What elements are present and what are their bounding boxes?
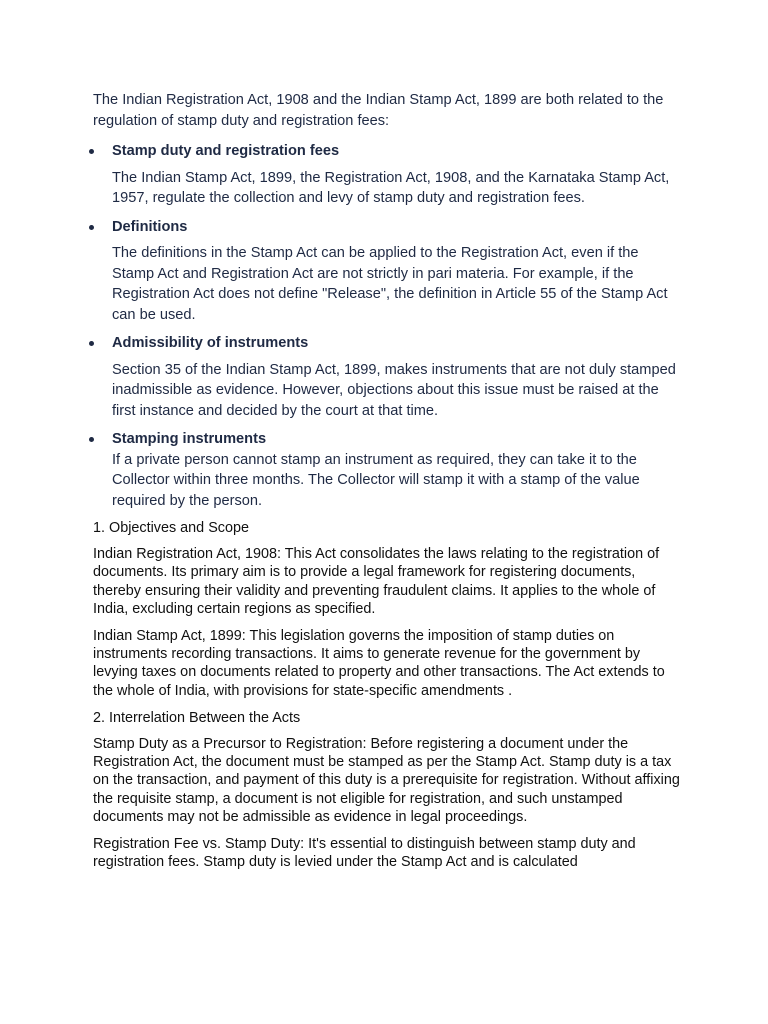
bullet-body: If a private person cannot stamp an instrument as required, they can take it to the Collector within three months. The Collector will stamp it with a stamp of the value required by the person. (112, 451, 640, 509)
bullet-dot-icon (89, 149, 94, 154)
document-page (93, 90, 683, 880)
section-paragraph: Stamp Duty as a Precursor to Registration: Before registering a document under the Registration Act, the document must be stamped as per the Stamp Act. Stamp duty is a tax on the transaction, and payment of this duty is a prerequisite for registration. Without affixing the requisite stamp, a document is not eligible for registration, and such unstamped documents may not be admissible as evidence in legal proceedings. (93, 736, 680, 825)
bullet-body: The definitions in the Stamp Act can be applied to the Registration Act, even if the Stamp Act and Registration Act are not strictly in pari materia. For example, if the Registration Act does not define "Release", the definition in Article 55 of the Stamp Act can be used. (112, 245, 668, 323)
bullet-item (93, 217, 683, 326)
section-heading: 2. Interrelation Between the Acts (93, 709, 301, 726)
section-heading: 1. Objectives and Scope (93, 520, 249, 536)
bullet-title: Stamp duty and registration fees (112, 143, 340, 159)
bullet-title: Stamping instruments (112, 431, 267, 447)
bullet-item (93, 429, 683, 511)
bullet-dot-icon (89, 341, 94, 346)
bullet-item (93, 141, 683, 209)
section-paragraph: Registration Fee vs. Stamp Duty: It's essential to distinguish between stamp duty and registration fees. Stamp duty is levied under the Stamp Act and is calculated (93, 836, 636, 871)
bullet-dot-icon (89, 225, 94, 230)
bullet-list (93, 141, 683, 511)
intro-paragraph: The Indian Registration Act, 1908 and the Indian Stamp Act, 1899 are both related to the regulation of stamp duty and registration fees: (93, 92, 664, 129)
bullet-body: Section 35 of the Indian Stamp Act, 1899, makes instruments that are not duly stamped inadmissible as evidence. However, objections about this issue must be raised at the first instance and decided by the court at that time. (112, 361, 676, 419)
bullet-item (93, 333, 683, 421)
bullet-dot-icon (89, 437, 94, 442)
section-paragraph: Indian Registration Act, 1908: This Act consolidates the laws relating to the registration of documents. Its primary aim is to provide a legal framework for registering documents, thereby ensuring their validity and preventing fraudulent claims. It applies to the whole of India, excluding certain regions as specified. (93, 546, 660, 617)
bullet-title: Definitions (112, 218, 188, 235)
section-paragraph: Indian Stamp Act, 1899: This legislation governs the imposition of stamp duties on instruments recording transactions. It aims to generate revenue for the government by levying taxes on documents related to property and other transactions. The Act extends to the whole of India, with provisions for state-specific amendments . (93, 628, 665, 699)
bullet-body: The Indian Stamp Act, 1899, the Registration Act, 1908, and the Karnataka Stamp Act, 1957, regulate the collection and levy of stamp duty and registration fees. (112, 169, 670, 206)
bullet-title: Admissibility of instruments (112, 335, 309, 351)
